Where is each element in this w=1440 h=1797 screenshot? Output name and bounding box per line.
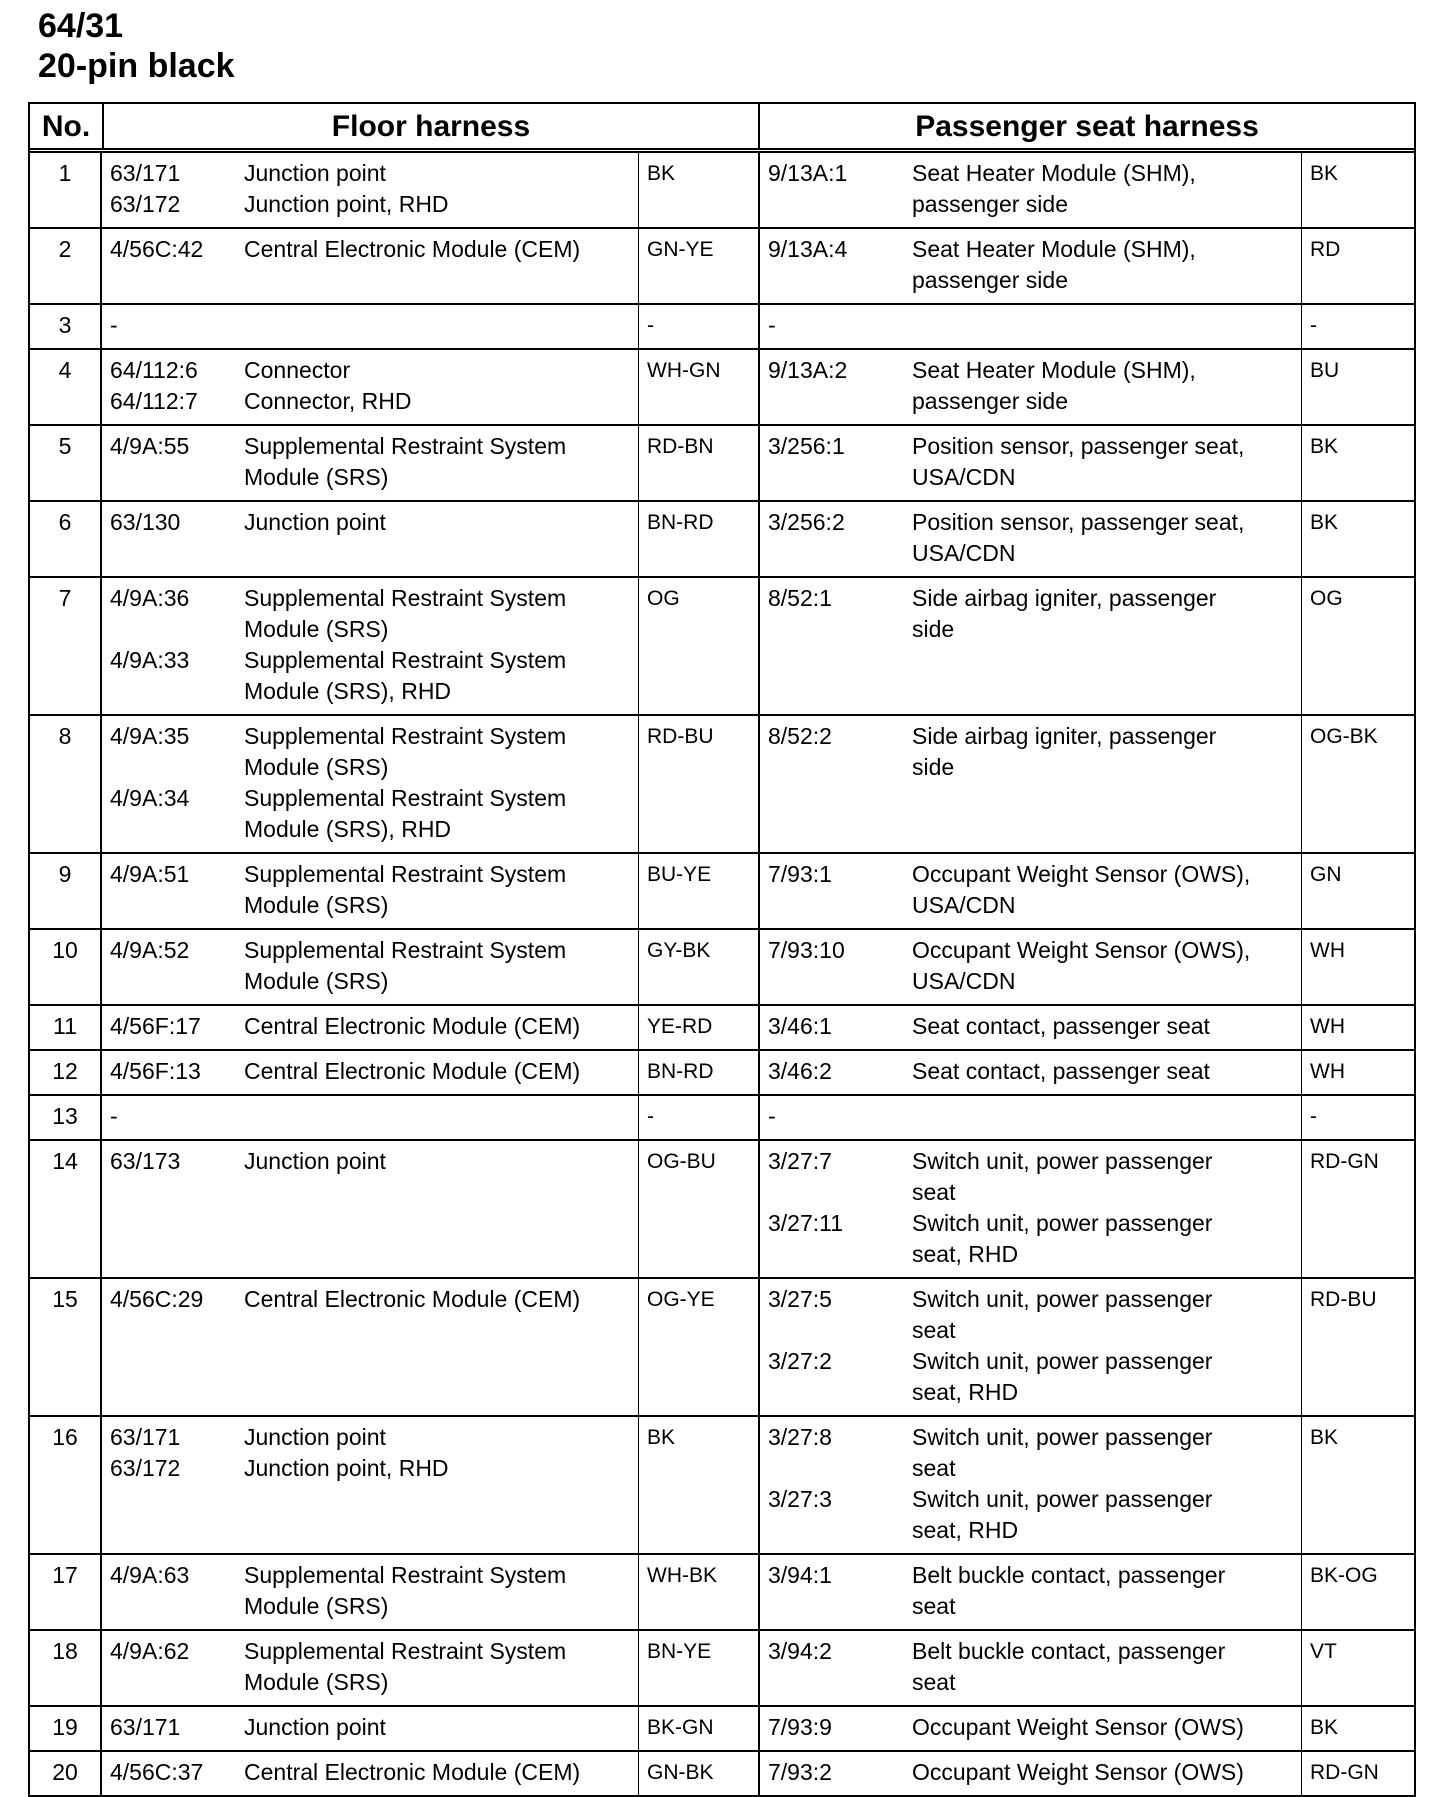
- floor-wire-color: BN-RD: [638, 1051, 758, 1094]
- floor-harness-cell: [102, 1555, 638, 1629]
- floor-harness-cell: [102, 930, 638, 1004]
- floor-harness-entry: [110, 1636, 638, 1698]
- floor-wire-color: -: [638, 1096, 758, 1139]
- table-row: [30, 1004, 1414, 1049]
- passenger-component-id: 9/13A:2: [768, 357, 848, 383]
- floor-wire-color: BK: [638, 153, 758, 227]
- table-row: [30, 1629, 1414, 1705]
- table-row: [30, 1049, 1414, 1094]
- floor-wire-color: GY-BK: [638, 930, 758, 1004]
- passenger-wire-color: RD-BU: [1301, 1279, 1418, 1415]
- floor-component-id: 4/9A:63: [110, 1562, 190, 1588]
- floor-component-description: Junction point, RHD: [244, 191, 449, 217]
- passenger-component-description: Occupant Weight Sensor (OWS), USA/CDN: [912, 937, 1251, 994]
- floor-wire-color: BU-YE: [638, 854, 758, 928]
- passenger-harness-cell: [758, 229, 1301, 303]
- floor-component-id: 4/9A:51: [110, 861, 190, 887]
- passenger-harness-entry: [768, 1284, 1301, 1346]
- passenger-component-id: 9/13A:1: [768, 160, 848, 186]
- floor-wire-color: GN-BK: [638, 1752, 758, 1795]
- passenger-harness-entry: [768, 355, 1301, 417]
- passenger-wire-color: BK: [1301, 1707, 1418, 1750]
- floor-component-id: 63/172: [110, 191, 181, 217]
- passenger-component-id: 7/93:10: [768, 937, 845, 963]
- passenger-harness-entry: [768, 1712, 1301, 1743]
- passenger-wire-color: WH: [1301, 1051, 1418, 1094]
- pin-number: 13: [30, 1096, 102, 1139]
- pin-number: 15: [30, 1279, 102, 1415]
- passenger-harness-cell: [758, 426, 1301, 500]
- floor-wire-color: -: [638, 305, 758, 348]
- table-row: [30, 714, 1414, 852]
- pin-number: 19: [30, 1707, 102, 1750]
- floor-wire-color: GN-YE: [638, 229, 758, 303]
- floor-harness-entry: [110, 721, 638, 783]
- floor-wire-color: OG-BU: [638, 1141, 758, 1277]
- passenger-wire-color: -: [1301, 305, 1418, 348]
- passenger-harness-entry: [768, 234, 1301, 296]
- floor-harness-entry: [110, 645, 638, 707]
- floor-harness-cell: [102, 1096, 638, 1139]
- passenger-component-description: Switch unit, power passenger seat, RHD: [912, 1486, 1213, 1543]
- passenger-harness-cell: [758, 1631, 1301, 1705]
- floor-harness-entry: [110, 1101, 638, 1132]
- passenger-harness-cell: [758, 305, 1301, 348]
- floor-harness-cell: [102, 1141, 638, 1277]
- floor-harness-cell: [102, 350, 638, 424]
- floor-harness-entry: [110, 1011, 638, 1042]
- connector-description: 20-pin black: [38, 47, 235, 85]
- floor-harness-entry: [110, 234, 638, 265]
- passenger-component-id: 3/27:8: [768, 1424, 832, 1450]
- table-row: [30, 424, 1414, 500]
- passenger-component-id: -: [768, 1103, 776, 1129]
- floor-harness-entry: [110, 1712, 638, 1743]
- passenger-harness-entry: [768, 1101, 1301, 1132]
- floor-harness-cell: [102, 1752, 638, 1795]
- floor-harness-entry: [110, 431, 638, 493]
- pin-number: 16: [30, 1417, 102, 1553]
- passenger-harness-entry: [768, 935, 1301, 997]
- passenger-component-id: 7/93:9: [768, 1714, 832, 1740]
- table-row: [30, 852, 1414, 928]
- passenger-wire-color: WH: [1301, 930, 1418, 1004]
- table-row: [30, 1705, 1414, 1750]
- floor-harness-entry: [110, 158, 638, 189]
- floor-harness-entry: [110, 189, 638, 220]
- floor-component-description: [244, 310, 638, 341]
- floor-harness-entry: [110, 507, 638, 538]
- passenger-component-description: Switch unit, power passenger seat, RHD: [912, 1210, 1213, 1267]
- passenger-harness-entry: [768, 310, 1301, 341]
- column-header-no: No.: [41, 110, 91, 143]
- passenger-component-description: Occupant Weight Sensor (OWS), USA/CDN: [912, 861, 1251, 918]
- floor-harness-entry: [110, 859, 638, 921]
- floor-harness-entry: [110, 1056, 638, 1087]
- floor-component-description: Supplemental Restraint System Module (SRS): [244, 433, 567, 490]
- floor-harness-cell: [102, 229, 638, 303]
- passenger-component-id: 8/52:1: [768, 585, 832, 611]
- table-header: [30, 104, 1414, 153]
- passenger-wire-color: BK: [1301, 502, 1418, 576]
- passenger-component-id: 7/93:2: [768, 1759, 832, 1785]
- passenger-wire-color: BK: [1301, 1417, 1418, 1553]
- floor-wire-color: BK: [638, 1417, 758, 1553]
- passenger-component-id: 3/46:1: [768, 1013, 832, 1039]
- floor-component-id: -: [110, 1103, 118, 1129]
- floor-component-id: 4/56F:17: [110, 1013, 201, 1039]
- column-header-floor-harness: Floor harness: [102, 104, 758, 148]
- passenger-wire-color: RD: [1301, 229, 1418, 303]
- floor-wire-color: WH-BK: [638, 1555, 758, 1629]
- table-row: [30, 303, 1414, 348]
- floor-component-id: -: [110, 312, 118, 338]
- passenger-harness-cell: [758, 350, 1301, 424]
- floor-wire-color: RD-BU: [638, 716, 758, 852]
- floor-component-description: Central Electronic Module (CEM): [244, 1013, 581, 1039]
- floor-component-id: 63/171: [110, 1424, 181, 1450]
- passenger-component-id: 3/256:1: [768, 433, 845, 459]
- floor-component-description: Junction point: [244, 160, 386, 186]
- floor-component-id: 4/9A:62: [110, 1638, 190, 1664]
- passenger-component-description: Occupant Weight Sensor (OWS): [912, 1714, 1244, 1740]
- passenger-harness-cell: [758, 1752, 1301, 1795]
- floor-harness-entry: [110, 783, 638, 845]
- pin-number: 12: [30, 1051, 102, 1094]
- floor-component-id: 64/112:6: [110, 357, 198, 383]
- passenger-harness-cell: [758, 930, 1301, 1004]
- floor-component-description: Supplemental Restraint System Module (SRS), RHD: [244, 785, 567, 842]
- passenger-component-id: -: [768, 312, 776, 338]
- table-body: [30, 153, 1414, 1795]
- passenger-wire-color: RD-GN: [1301, 1141, 1418, 1277]
- floor-harness-cell: [102, 854, 638, 928]
- floor-component-id: 64/112:7: [110, 388, 198, 414]
- floor-wire-color: BK-GN: [638, 1707, 758, 1750]
- table-row: [30, 928, 1414, 1004]
- floor-harness-cell: [102, 1006, 638, 1049]
- floor-component-description: Supplemental Restraint System Module (SRS): [244, 723, 567, 780]
- floor-harness-cell: [102, 1631, 638, 1705]
- pin-number: 17: [30, 1555, 102, 1629]
- passenger-wire-color: OG-BK: [1301, 716, 1418, 852]
- floor-component-id: 4/9A:34: [110, 785, 190, 811]
- passenger-harness-entry: [768, 1636, 1301, 1698]
- pin-number: 7: [30, 578, 102, 714]
- floor-wire-color: YE-RD: [638, 1006, 758, 1049]
- floor-component-description: Connector: [244, 357, 351, 383]
- passenger-harness-cell: [758, 716, 1301, 852]
- floor-component-description: Supplemental Restraint System Module (SRS): [244, 585, 567, 642]
- floor-harness-cell: [102, 716, 638, 852]
- floor-component-description: Central Electronic Module (CEM): [244, 236, 581, 262]
- floor-component-description: Junction point: [244, 1424, 386, 1450]
- passenger-component-id: 3/27:5: [768, 1286, 832, 1312]
- passenger-wire-color: WH: [1301, 1006, 1418, 1049]
- passenger-component-description: Switch unit, power passenger seat: [912, 1148, 1213, 1205]
- passenger-harness-entry: [768, 1560, 1301, 1622]
- passenger-component-description: Position sensor, passenger seat, USA/CDN: [912, 509, 1245, 566]
- floor-component-id: 4/9A:55: [110, 433, 190, 459]
- table-row: [30, 1139, 1414, 1277]
- floor-component-description: Supplemental Restraint System Module (SRS): [244, 937, 567, 994]
- column-header-passenger-seat-harness: Passenger seat harness: [758, 104, 1414, 148]
- table-row: [30, 1750, 1414, 1795]
- passenger-wire-color: RD-GN: [1301, 1752, 1418, 1795]
- floor-component-id: 4/56C:37: [110, 1759, 204, 1785]
- pin-number: 18: [30, 1631, 102, 1705]
- passenger-harness-cell: [758, 1279, 1301, 1415]
- passenger-component-description: Side airbag igniter, passenger side: [912, 585, 1217, 642]
- floor-component-description: Central Electronic Module (CEM): [244, 1759, 581, 1785]
- passenger-harness-entry: [768, 1056, 1301, 1087]
- floor-wire-color: WH-GN: [638, 350, 758, 424]
- document-title: [38, 6, 235, 86]
- passenger-component-description: Position sensor, passenger seat, USA/CDN: [912, 433, 1245, 490]
- passenger-component-id: 3/94:2: [768, 1638, 832, 1664]
- floor-component-description: Supplemental Restraint System Module (SRS): [244, 861, 567, 918]
- passenger-harness-cell: [758, 153, 1301, 227]
- floor-component-description: Central Electronic Module (CEM): [244, 1286, 581, 1312]
- floor-harness-cell: [102, 426, 638, 500]
- passenger-component-description: Side airbag igniter, passenger side: [912, 723, 1217, 780]
- floor-wire-color: BN-RD: [638, 502, 758, 576]
- passenger-harness-entry: [768, 721, 1301, 783]
- passenger-wire-color: GN: [1301, 854, 1418, 928]
- passenger-component-id: 3/27:7: [768, 1148, 832, 1174]
- passenger-component-description: Occupant Weight Sensor (OWS): [912, 1759, 1244, 1785]
- floor-harness-cell: [102, 305, 638, 348]
- passenger-harness-cell: [758, 1555, 1301, 1629]
- floor-harness-entry: [110, 1757, 638, 1788]
- table-row: [30, 348, 1414, 424]
- passenger-component-id: 8/52:2: [768, 723, 832, 749]
- passenger-component-id: 3/27:3: [768, 1486, 832, 1512]
- table-row: [30, 1553, 1414, 1629]
- floor-harness-entry: [110, 1284, 638, 1315]
- floor-wire-color: OG: [638, 578, 758, 714]
- passenger-harness-entry: [768, 1346, 1301, 1408]
- floor-component-id: 4/9A:36: [110, 585, 190, 611]
- passenger-component-description: Seat contact, passenger seat: [912, 1058, 1210, 1084]
- floor-harness-cell: [102, 578, 638, 714]
- passenger-wire-color: OG: [1301, 578, 1418, 714]
- table-row: [30, 153, 1414, 227]
- pin-number: 11: [30, 1006, 102, 1049]
- pin-number: 8: [30, 716, 102, 852]
- passenger-wire-color: BK: [1301, 153, 1418, 227]
- floor-harness-entry: [110, 310, 638, 341]
- passenger-harness-cell: [758, 854, 1301, 928]
- passenger-harness-entry: [768, 1011, 1301, 1042]
- pin-number: 2: [30, 229, 102, 303]
- floor-harness-entry: [110, 355, 638, 386]
- floor-component-id: 4/56C:29: [110, 1286, 204, 1312]
- floor-component-description: Junction point: [244, 1148, 386, 1174]
- passenger-wire-color: BU: [1301, 350, 1418, 424]
- pin-number: 10: [30, 930, 102, 1004]
- floor-harness-entry: [110, 1453, 638, 1484]
- pin-number: 1: [30, 153, 102, 227]
- passenger-wire-color: VT: [1301, 1631, 1418, 1705]
- passenger-harness-cell: [758, 1707, 1301, 1750]
- floor-component-id: 4/56C:42: [110, 236, 204, 262]
- passenger-harness-entry: [768, 1422, 1301, 1484]
- passenger-component-description: Seat Heater Module (SHM), passenger side: [912, 236, 1196, 293]
- floor-harness-cell: [102, 153, 638, 227]
- floor-component-id: 63/173: [110, 1148, 181, 1174]
- floor-wire-color: BN-YE: [638, 1631, 758, 1705]
- passenger-harness-cell: [758, 1141, 1301, 1277]
- floor-wire-color: OG-YE: [638, 1279, 758, 1415]
- pin-number: 4: [30, 350, 102, 424]
- pin-number: 3: [30, 305, 102, 348]
- pin-number: 5: [30, 426, 102, 500]
- passenger-harness-cell: [758, 578, 1301, 714]
- passenger-component-description: Switch unit, power passenger seat: [912, 1286, 1213, 1343]
- pinout-table: [28, 102, 1416, 1797]
- passenger-component-id: 3/94:1: [768, 1562, 832, 1588]
- floor-component-id: 4/56F:13: [110, 1058, 201, 1084]
- floor-component-description: Junction point: [244, 509, 386, 535]
- floor-component-description: Junction point, RHD: [244, 1455, 449, 1481]
- floor-harness-entry: [110, 935, 638, 997]
- floor-component-id: 63/171: [110, 160, 181, 186]
- passenger-harness-cell: [758, 502, 1301, 576]
- floor-component-id: 4/9A:52: [110, 937, 190, 963]
- passenger-component-description: [912, 310, 1303, 341]
- passenger-component-id: 3/27:11: [768, 1210, 844, 1236]
- floor-harness-cell: [102, 1417, 638, 1553]
- floor-component-description: Connector, RHD: [244, 388, 412, 414]
- floor-component-id: 63/130: [110, 509, 181, 535]
- passenger-harness-entry: [768, 158, 1301, 220]
- floor-component-description: [244, 1101, 638, 1132]
- floor-harness-cell: [102, 1279, 638, 1415]
- table-row: [30, 576, 1414, 714]
- connector-id: 64/31: [38, 7, 124, 45]
- floor-harness-entry: [110, 1422, 638, 1453]
- floor-component-id: 63/171: [110, 1714, 181, 1740]
- floor-harness-entry: [110, 1560, 638, 1622]
- passenger-harness-entry: [768, 1208, 1301, 1270]
- pin-number: 6: [30, 502, 102, 576]
- floor-wire-color: RD-BN: [638, 426, 758, 500]
- table-row: [30, 227, 1414, 303]
- passenger-component-description: Seat Heater Module (SHM), passenger side: [912, 160, 1196, 217]
- floor-component-description: Supplemental Restraint System Module (SRS): [244, 1638, 567, 1695]
- passenger-component-description: Belt buckle contact, passenger seat: [912, 1638, 1226, 1695]
- floor-component-id: 4/9A:33: [110, 647, 190, 673]
- passenger-harness-entry: [768, 431, 1301, 493]
- passenger-component-id: 9/13A:4: [768, 236, 848, 262]
- floor-harness-cell: [102, 1707, 638, 1750]
- passenger-component-description: Switch unit, power passenger seat, RHD: [912, 1348, 1213, 1405]
- passenger-harness-entry: [768, 859, 1301, 921]
- floor-harness-entry: [110, 583, 638, 645]
- floor-component-description: Supplemental Restraint System Module (SRS): [244, 1562, 567, 1619]
- passenger-component-description: Seat contact, passenger seat: [912, 1013, 1210, 1039]
- floor-harness-cell: [102, 1051, 638, 1094]
- floor-component-description: Supplemental Restraint System Module (SRS), RHD: [244, 647, 567, 704]
- passenger-harness-entry: [768, 1146, 1301, 1208]
- passenger-harness-entry: [768, 1484, 1301, 1546]
- floor-harness-entry: [110, 1146, 638, 1177]
- floor-harness-entry: [110, 386, 638, 417]
- passenger-harness-cell: [758, 1051, 1301, 1094]
- passenger-component-id: 3/46:2: [768, 1058, 832, 1084]
- passenger-component-description: [912, 1101, 1303, 1132]
- pin-number: 14: [30, 1141, 102, 1277]
- passenger-component-id: 3/27:2: [768, 1348, 832, 1374]
- passenger-component-id: 3/256:2: [768, 509, 845, 535]
- table-row: [30, 1415, 1414, 1553]
- floor-component-id: 4/9A:35: [110, 723, 190, 749]
- passenger-component-description: Seat Heater Module (SHM), passenger side: [912, 357, 1196, 414]
- table-row: [30, 1277, 1414, 1415]
- passenger-harness-cell: [758, 1417, 1301, 1553]
- floor-component-description: Junction point: [244, 1714, 386, 1740]
- table-row: [30, 500, 1414, 576]
- passenger-wire-color: BK-OG: [1301, 1555, 1418, 1629]
- passenger-harness-cell: [758, 1096, 1301, 1139]
- passenger-wire-color: -: [1301, 1096, 1418, 1139]
- table-row: [30, 1094, 1414, 1139]
- floor-harness-cell: [102, 502, 638, 576]
- pin-number: 9: [30, 854, 102, 928]
- passenger-component-description: Belt buckle contact, passenger seat: [912, 1562, 1226, 1619]
- passenger-wire-color: BK: [1301, 426, 1418, 500]
- passenger-component-id: 7/93:1: [768, 861, 832, 887]
- passenger-component-description: Switch unit, power passenger seat: [912, 1424, 1213, 1481]
- floor-component-description: Central Electronic Module (CEM): [244, 1058, 581, 1084]
- passenger-harness-entry: [768, 507, 1301, 569]
- pin-number: 20: [30, 1752, 102, 1795]
- passenger-harness-entry: [768, 583, 1301, 645]
- passenger-harness-entry: [768, 1757, 1301, 1788]
- passenger-harness-cell: [758, 1006, 1301, 1049]
- floor-component-id: 63/172: [110, 1455, 181, 1481]
